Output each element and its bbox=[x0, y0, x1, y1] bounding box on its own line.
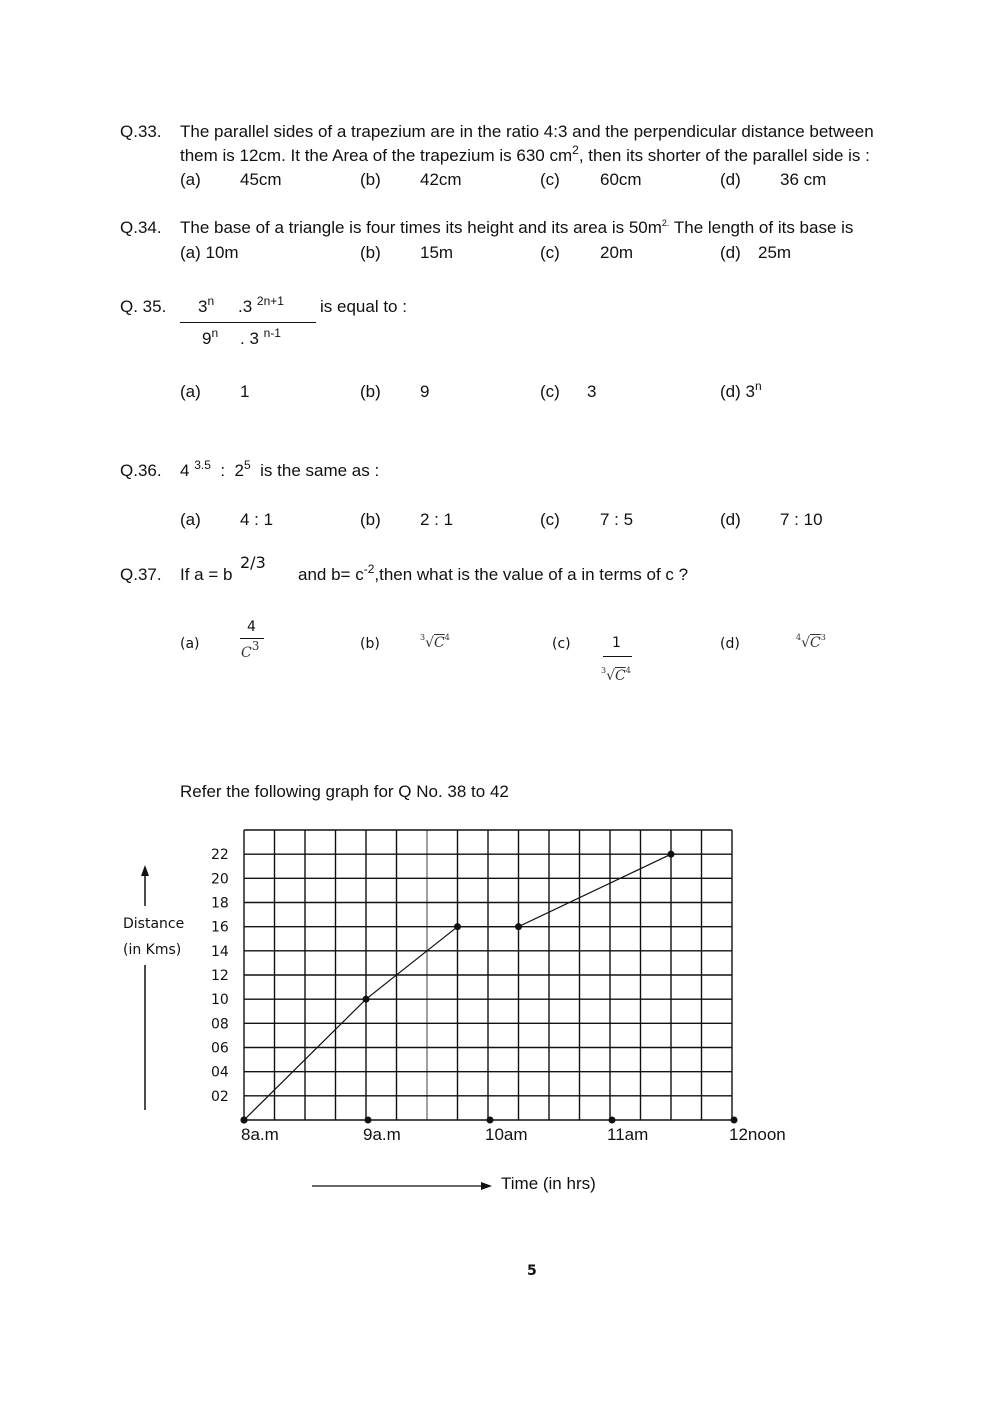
y-tick-label: 20 bbox=[211, 871, 229, 888]
x-tick-label: 8a.m bbox=[241, 1125, 279, 1144]
q36-option-c-value: 7 : 5 bbox=[600, 510, 634, 529]
q34-sup: 2. bbox=[661, 218, 670, 228]
q34-option-d-label: (d) bbox=[720, 243, 741, 262]
q35-option-c-value: 3 bbox=[587, 382, 597, 401]
chart-grid bbox=[244, 830, 732, 1120]
q37-option-b-radical: $^3√C^4$ bbox=[420, 633, 450, 651]
radicand: C bbox=[615, 668, 626, 684]
q33-option-d-label: (d) bbox=[720, 170, 741, 189]
q33-number: Q.33. bbox=[120, 122, 162, 141]
q36-option-c-label: (c) bbox=[540, 510, 560, 529]
q37-option-c-label: (c) bbox=[552, 636, 571, 652]
y-axis-label-line1: Distance bbox=[123, 916, 185, 932]
y-tick-label: 08 bbox=[211, 1016, 229, 1033]
x-tick-label: 10am bbox=[485, 1125, 528, 1144]
q37-den-exp: 3 bbox=[251, 639, 260, 653]
radicand-exp: 4 bbox=[625, 666, 631, 675]
q36-tail: is the same as : bbox=[260, 461, 380, 480]
q35-option-a-label: (a) bbox=[180, 382, 201, 401]
y-tick-label: 06 bbox=[211, 1040, 229, 1057]
y-axis-arrowhead bbox=[141, 865, 149, 876]
q37-exp: 2/3 bbox=[240, 553, 266, 572]
y-tick-label: 04 bbox=[211, 1064, 229, 1081]
y-tick-label: 02 bbox=[211, 1088, 229, 1105]
q35-base: 3 bbox=[198, 297, 208, 316]
q37-number: Q.37. bbox=[120, 565, 162, 584]
q33-text-b: , then its shorter of the parallel side is : bbox=[578, 146, 870, 165]
q36-option-b-value: 2 : 1 bbox=[420, 510, 454, 529]
q35-exp: n-1 bbox=[263, 326, 281, 340]
q35-option-c-label: (c) bbox=[540, 382, 560, 401]
x-tick-dot bbox=[365, 1117, 372, 1124]
q37-exp2: -2 bbox=[363, 562, 375, 576]
y-tick-labels bbox=[211, 847, 229, 1105]
q36-number: Q.36. bbox=[120, 461, 162, 480]
page-number: 5 bbox=[527, 1263, 537, 1279]
graph-intro: Refer the following graph for Q No. 38 to 42 bbox=[180, 782, 509, 801]
q33-option-d-value: 36 cm bbox=[780, 170, 827, 189]
q37-option-a-label: (a) bbox=[180, 636, 200, 652]
q35-option-d-sup: n bbox=[754, 379, 762, 393]
q35-option-b-label: (b) bbox=[360, 382, 381, 401]
q33-text-line1: The parallel sides of a trapezium are in the ratio 4:3 and the perpendicular distance between bbox=[180, 122, 874, 141]
q35-exp: n bbox=[211, 326, 219, 340]
y-tick-label: 12 bbox=[211, 968, 229, 984]
radical-index: 4 bbox=[796, 633, 802, 642]
q37-option-d-radical: $^4√C^3$ bbox=[796, 633, 826, 651]
q37-option-d-label: (d) bbox=[720, 636, 740, 652]
q35-tail: is equal to : bbox=[320, 297, 407, 316]
q33-option-c-label: (c) bbox=[540, 170, 560, 189]
q35-exp: n bbox=[207, 294, 215, 308]
q37-text-b-main: and b= c bbox=[298, 565, 364, 584]
y-tick-label: 14 bbox=[211, 943, 229, 960]
q35-option-a-value: 1 bbox=[240, 382, 250, 401]
q35-base: .3 bbox=[238, 297, 253, 316]
q34-option-c-label: (c) bbox=[540, 243, 560, 262]
data-point bbox=[454, 923, 461, 930]
q33-text-a: them is 12cm. It the Area of the trapezium is 630 cm bbox=[180, 146, 573, 165]
q37-text-a: If a = b bbox=[180, 565, 233, 584]
q34-text-a: The base of a triangle is four times its height and its area is 50m bbox=[180, 218, 662, 237]
x-tick-label: 11am bbox=[607, 1125, 649, 1144]
y-tick-label: 10 bbox=[211, 992, 229, 1009]
q37-den-base: C bbox=[241, 645, 252, 661]
q36-base2: 2 bbox=[234, 461, 244, 480]
q36-base1: 4 bbox=[180, 461, 190, 480]
data-point bbox=[241, 1117, 248, 1124]
radical-index: 3 bbox=[601, 666, 607, 675]
data-point bbox=[363, 996, 370, 1003]
q34-text-b: The length of its base is bbox=[669, 218, 854, 237]
q37-text-c: ,then what is the value of a in terms of c ? bbox=[374, 565, 689, 584]
x-tick-dot bbox=[487, 1117, 494, 1124]
y-tick-label: 16 bbox=[211, 919, 229, 936]
x-axis-label: Time (in hrs) bbox=[501, 1174, 596, 1193]
q35-base: 9 bbox=[202, 329, 212, 348]
q33-option-b-value: 42cm bbox=[420, 170, 462, 189]
q33-option-a-label: (a) bbox=[180, 170, 201, 189]
radicand-exp: 4 bbox=[444, 633, 450, 642]
q33-option-c-value: 60cm bbox=[600, 170, 642, 189]
q36-separator: : bbox=[220, 461, 226, 480]
y-tick-label: 18 bbox=[211, 895, 229, 912]
x-tick-dot bbox=[731, 1117, 738, 1124]
q34-number: Q.34. bbox=[120, 218, 162, 237]
y-axis-label-line2: (in Kms) bbox=[123, 942, 182, 958]
q33-sup: 2 bbox=[572, 143, 579, 157]
data-point bbox=[515, 923, 522, 930]
x-tick-label: 12noon bbox=[729, 1125, 786, 1144]
x-tick-dot bbox=[609, 1117, 616, 1124]
radicand: C bbox=[434, 635, 445, 651]
q36-option-d-value: 7 : 10 bbox=[780, 510, 823, 529]
q34-option-d-value: 25m bbox=[758, 243, 792, 262]
x-tick-label: 9a.m bbox=[363, 1125, 401, 1144]
y-tick-label: 22 bbox=[211, 847, 229, 864]
q36-option-b-label: (b) bbox=[360, 510, 381, 529]
q36-exp2: 5 bbox=[244, 458, 251, 472]
q34-option-b-value: 15m bbox=[420, 243, 454, 262]
q37-option-c-numerator: 1 bbox=[612, 635, 621, 651]
q35-base: . 3 bbox=[240, 329, 259, 348]
radicand-exp: 3 bbox=[820, 633, 826, 642]
q37-option-c-radical: $^3√C^4$ bbox=[601, 666, 631, 684]
q34-option-b-label: (b) bbox=[360, 243, 381, 262]
radical-index: 3 bbox=[420, 633, 426, 642]
q35-option-d-label: (d) 3 bbox=[720, 382, 755, 401]
x-axis-arrowhead bbox=[481, 1182, 492, 1190]
q36-option-d-label: (d) bbox=[720, 510, 741, 529]
data-point bbox=[668, 851, 675, 858]
q37-option-b-label: (b) bbox=[360, 636, 380, 652]
radicand: C bbox=[810, 635, 821, 651]
q34-option-c-value: 20m bbox=[600, 243, 634, 262]
q36-exp1: 3.5 bbox=[194, 458, 211, 472]
q35-option-b-value: 9 bbox=[420, 382, 430, 401]
q35-number: Q. 35. bbox=[120, 297, 167, 316]
q34-option-a-label: (a) 10m bbox=[180, 243, 239, 262]
q33-option-b-label: (b) bbox=[360, 170, 381, 189]
q35-exp: 2n+1 bbox=[256, 294, 284, 308]
q33-option-a-value: 45cm bbox=[240, 170, 282, 189]
q37-option-a-numerator: 4 bbox=[247, 619, 256, 635]
q36-option-a-label: (a) bbox=[180, 510, 201, 529]
q36-option-a-value: 4 : 1 bbox=[240, 510, 274, 529]
